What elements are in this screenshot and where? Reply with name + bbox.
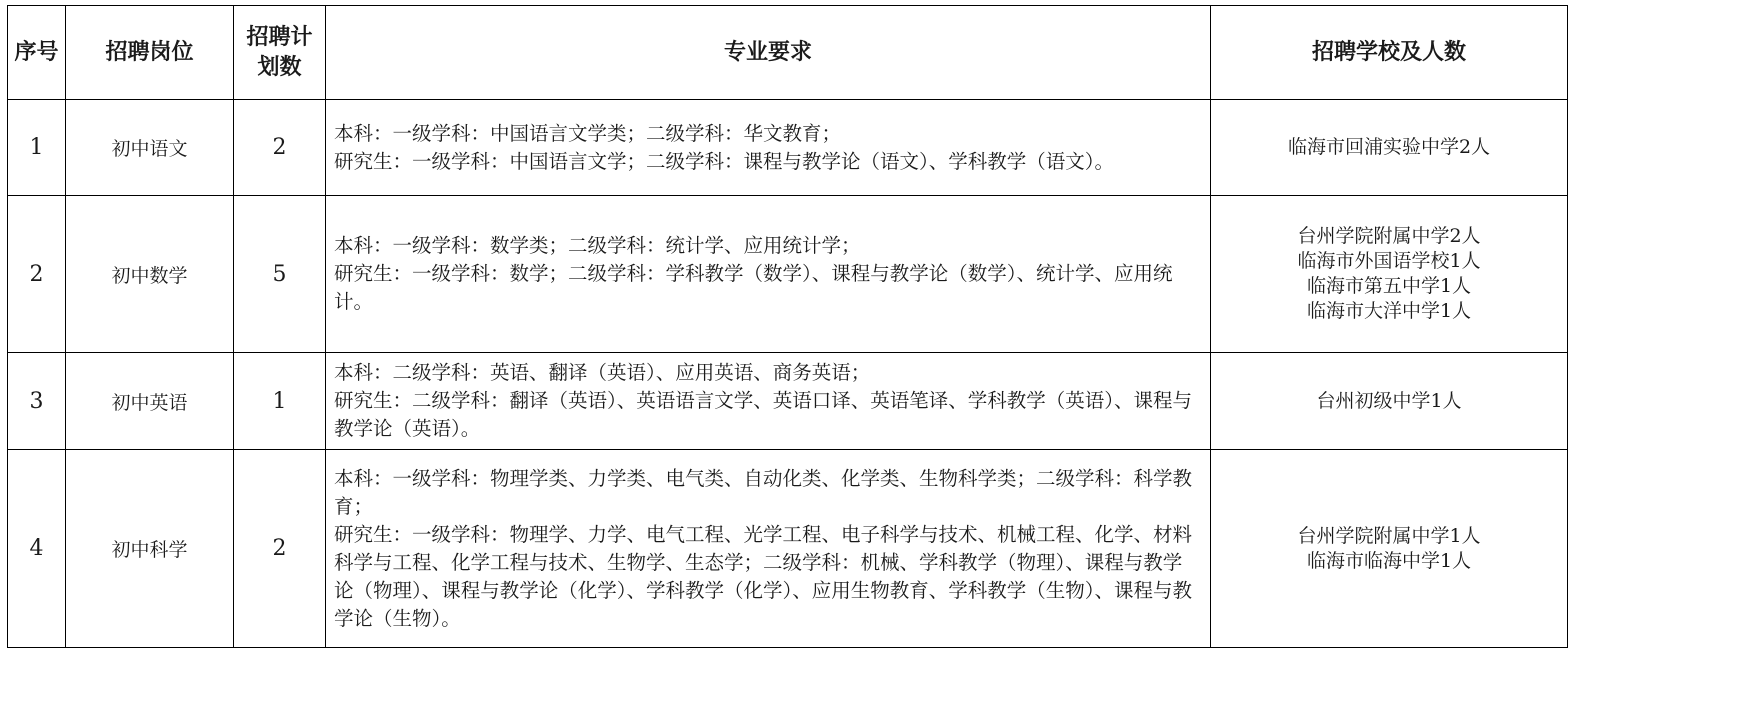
row-index: 1 bbox=[8, 100, 66, 196]
table-row bbox=[8, 353, 1568, 450]
row-schools: 临海市回浦实验中学2人 bbox=[1211, 100, 1568, 196]
row-position: 初中语文 bbox=[66, 100, 234, 196]
row-position: 初中数学 bbox=[66, 196, 234, 353]
row-requirement: 本科：一级学科：物理学类、力学类、电气类、自动化类、化学类、生物科学类；二级学科：科学教育； 研究生：一级学科：物理学、力学、电气工程、光学工程、电子科学与技术、机械工程、化学、材料科学与工程、化学工程与技术、生物学、生态学；二级学科：机械、学科教学（物理）、课程与教学论（物理）、课程与教学论（化学）、学科教学（化学）、应用生物教育、学科教学（生物）、课程与教学论（生物）。 bbox=[326, 450, 1211, 648]
row-index: 4 bbox=[8, 450, 66, 648]
recruitment-table bbox=[7, 5, 1568, 648]
table-row bbox=[8, 196, 1568, 353]
row-schools: 台州学院附属中学1人 临海市临海中学1人 bbox=[1211, 450, 1568, 648]
table-row bbox=[8, 450, 1568, 648]
row-position: 初中英语 bbox=[66, 353, 234, 450]
row-requirement: 本科：一级学科：数学类；二级学科：统计学、应用统计学； 研究生：一级学科：数学；二级学科：学科教学（数学）、课程与教学论（数学）、统计学、应用统计。 bbox=[326, 196, 1211, 353]
header-schools: 招聘学校及人数 bbox=[1211, 6, 1568, 100]
row-plan: 5 bbox=[234, 196, 326, 353]
row-plan: 1 bbox=[234, 353, 326, 450]
table-row bbox=[8, 100, 1568, 196]
row-schools: 台州学院附属中学2人 临海市外国语学校1人 临海市第五中学1人 临海市大洋中学1人 bbox=[1211, 196, 1568, 353]
header-index: 序号 bbox=[8, 6, 66, 100]
row-requirement: 本科：二级学科：英语、翻译（英语）、应用英语、商务英语； 研究生：二级学科：翻译（英语）、英语语言文学、英语口译、英语笔译、学科教学（英语）、课程与教学论（英语）。 bbox=[326, 353, 1211, 450]
header-position: 招聘岗位 bbox=[66, 6, 234, 100]
row-position: 初中科学 bbox=[66, 450, 234, 648]
row-index: 2 bbox=[8, 196, 66, 353]
header-requirement: 专业要求 bbox=[326, 6, 1211, 100]
header-plan: 招聘计 划数 bbox=[234, 6, 326, 100]
row-plan: 2 bbox=[234, 100, 326, 196]
row-requirement: 本科：一级学科：中国语言文学类；二级学科：华文教育； 研究生：一级学科：中国语言文学；二级学科：课程与教学论（语文）、学科教学（语文）。 bbox=[326, 100, 1211, 196]
row-plan: 2 bbox=[234, 450, 326, 648]
row-index: 3 bbox=[8, 353, 66, 450]
header-row bbox=[8, 6, 1568, 100]
row-schools: 台州初级中学1人 bbox=[1211, 353, 1568, 450]
